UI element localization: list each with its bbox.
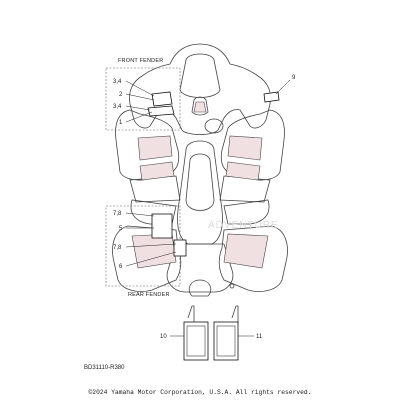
hang-tag-11: [214, 306, 238, 360]
watermark: ADVENTURE: [208, 220, 279, 231]
callout-front-d: 1: [119, 120, 123, 126]
diagram-code: BD31110-R380: [84, 365, 125, 371]
callout-tag-left: 10: [160, 334, 167, 340]
callout-side: 9: [292, 75, 296, 81]
hang-tag-10: [184, 306, 208, 360]
decal-6: [174, 240, 186, 256]
callout-rear-d: 6: [119, 264, 123, 270]
fender-panel-accents: [132, 102, 268, 268]
front-fender-caption: FRONT FENDER: [118, 58, 164, 64]
decal-1: [148, 106, 174, 116]
decal-5: [152, 214, 172, 238]
callout-tag-right: 11: [256, 334, 263, 340]
callout-front-c: 3,4: [113, 104, 122, 110]
callout-rear-c: 7,8: [113, 245, 122, 251]
copyright-notice: ©2024 Yamaha Motor Corporation, U.S.A. All rights reserved.: [88, 389, 312, 396]
rear-fender-caption: REAR FENDER: [128, 292, 170, 298]
front-decals: [148, 92, 174, 116]
callout-front-a: 3,4: [113, 79, 122, 85]
callout-rear-a: 7,8: [113, 211, 122, 217]
callout-front-b: 2: [119, 92, 123, 98]
decal-2: [152, 92, 172, 106]
callout-rear-b: 5: [119, 226, 123, 232]
